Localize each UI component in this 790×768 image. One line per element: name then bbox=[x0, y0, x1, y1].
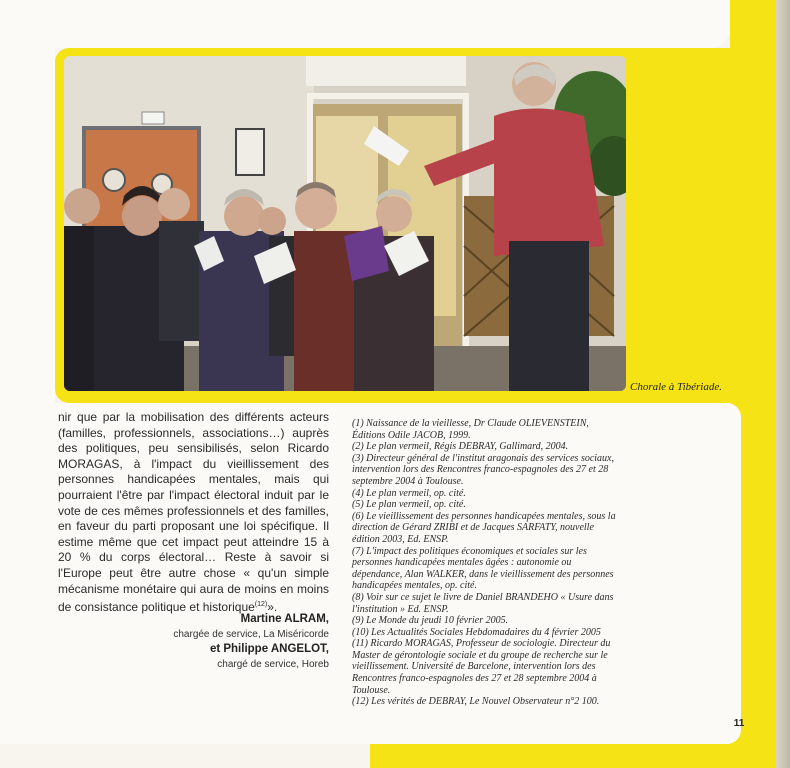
signatures bbox=[140, 612, 329, 672]
footnote-2: (2) Le plan vermeil, Régis DEBRAY, Gallimard, 2004. bbox=[352, 441, 569, 453]
paper-top bbox=[0, 0, 730, 48]
footnote-11: (11) Ricardo MORAGAS, Professeur de sociologie. Directeur du Master de gérontologie sociale et du groupe de recherche sur le vieillissement. Université de Barcelone, intervention lors des Rencontres franco-espagnoles des 27 et 28 septembre 2004 à Toulouse. bbox=[352, 638, 611, 696]
footnote-4: (4) Le plan vermeil, op. cité. bbox=[352, 487, 466, 499]
author-name-1: Martine ALRAM, bbox=[240, 613, 329, 625]
page-number: 11 bbox=[733, 718, 745, 729]
body-paragraph: nir que par la mobilisation des différents acteurs (familles, professionnels, associations…) auprès des politiques, peu sensibilisés, selon Ricardo MORAGAS, à l'impact du vieillissement des personnes handicapées mentales, mais qui pourraient l'être par l'impact électoral induit par le vote de ces mêmes professionnels et des familles, en faveur du parti proposant une loi spécifique. Il estime même que cet impact peut atteindre 15 à 20 % du corps électoral… Reste à savoir si l'Europe peut être autre chose « qu'un simple mécanisme monétaire qui aura de moins en moins de consistance politique et historique bbox=[58, 410, 329, 615]
footnote-3: (3) Directeur général de l'institut aragonais des services sociaux, intervention lors des Rencontres franco-espagnoles des 27 et 28 septembre 2004 à Toulouse. bbox=[352, 452, 614, 487]
paper-left bbox=[0, 48, 55, 403]
footnote-12: (12) Les vérités de DEBRAY, Le Nouvel Observateur n°2 100. bbox=[352, 696, 600, 708]
author-name-2: et Philippe ANGELOT, bbox=[209, 643, 329, 655]
footnote-7: (7) L'impact des politiques économiques et sociales sur les personnes handicapées mentales âgées : autonomie ou dépendance, Alan WALKER, dans le vieillissement des personnes handicapées mentales, op. cité. bbox=[352, 545, 614, 592]
photo-caption: Chorale à Tibériade. bbox=[630, 381, 722, 393]
footnote-9: (9) Le Monde du jeudi 10 février 2005. bbox=[352, 615, 509, 627]
footnote-5: (5) Le plan vermeil, op. cité. bbox=[352, 499, 466, 511]
yellow-band-bottom bbox=[370, 744, 776, 768]
footnote-ref[interactable]: (12) bbox=[254, 601, 268, 609]
author-role-2: chargé de service, Horeb bbox=[217, 659, 329, 670]
footnotes bbox=[352, 418, 624, 708]
footnote-10: (10) Les Actualités Sociales Hebdomadaires du 4 février 2005 bbox=[352, 626, 601, 638]
footnote-1: (1) Naissance de la vieillesse, Dr Claude OLIEVENSTEIN, Éditions Odile JACOB, 1999. bbox=[352, 418, 589, 441]
book-spine bbox=[776, 0, 790, 768]
choir-photo bbox=[64, 56, 626, 391]
footnote-8: (8) Voir sur ce sujet le livre de Daniel BRANDEHO « Usure dans l'institution » Ed. ENSP. bbox=[352, 591, 614, 615]
author-role-1: chargée de service, La Miséricorde bbox=[173, 629, 329, 640]
article-body bbox=[58, 410, 329, 616]
paragraph-end: ». bbox=[267, 600, 278, 615]
footnote-6: (6) Le vieillissement des personnes handicapées mentales, sous la direction de Gérard ZRIBI et de Jacques SARFATY, nouvelle édition 2003, Ed. ENSP. bbox=[352, 510, 616, 545]
